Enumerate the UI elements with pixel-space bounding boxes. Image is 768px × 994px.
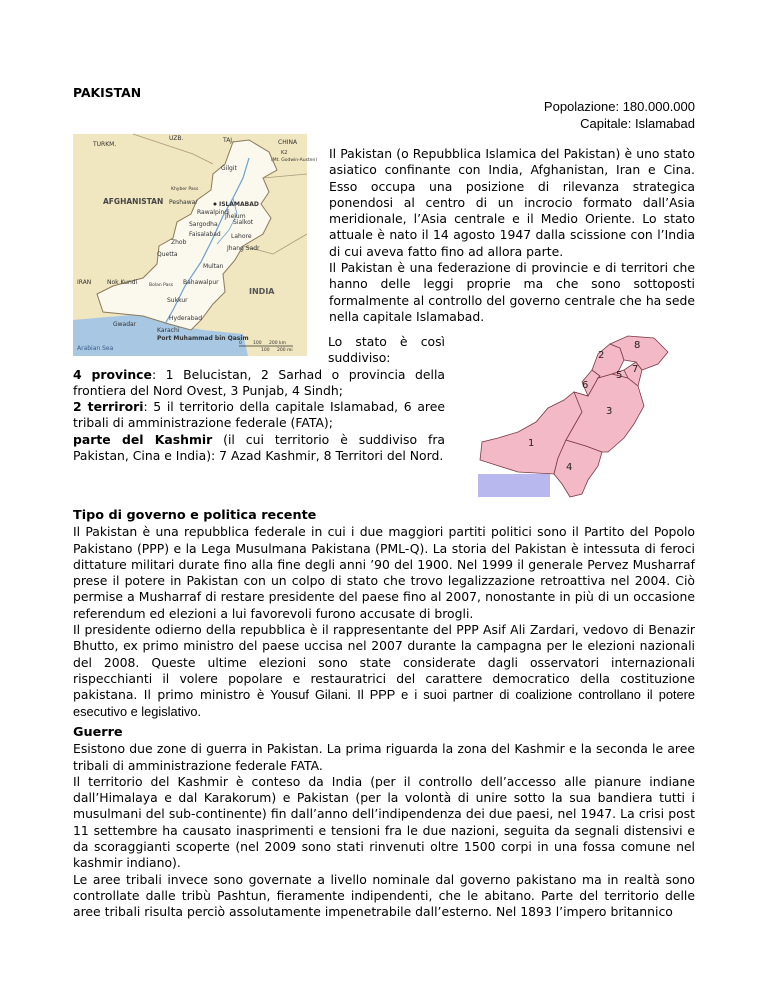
regions-map-graphic: [478, 334, 700, 497]
region-4-label: 4: [566, 462, 573, 473]
provinces-text: : 1 Belucistan, 2 Sarhad o provincia della frontiera del Nord Ovest, 3 Punjab, 4 Sindh;: [73, 366, 445, 398]
map-label-k2: K2: [281, 150, 288, 156]
population-text: Popolazione: 180.000.000: [543, 99, 695, 114]
division-lead-1: Lo stato è così: [328, 334, 445, 349]
pakistan-map: [73, 134, 318, 356]
wars-section: [73, 725, 695, 921]
government-paragraph-2: [73, 622, 695, 720]
map-label-afghanistan: AFGHANISTAN: [103, 197, 164, 206]
kashmir-label: parte del Kashmir: [73, 431, 213, 447]
wars-paragraph-3: Le aree tribali invece sono governate a livello nominale dal governo pakistano ma in realtà sono controllate dalle tribù Pashtun, fieramente indipendenti, che le abitano. Parte del territorio delle aree tribali risulta perciò assolutamente impenetrabile dall’esterno. Nel 1893 l’impero britannico: [73, 871, 695, 920]
city-hyderabad: Hyderabad: [169, 315, 202, 322]
region-3-label: 3: [606, 406, 613, 417]
wars-paragraph-2: Il territorio del Kashmir è conteso da India (per il controllo dell’accesso alle pianure indiane dall’Himalaya e dal Karakorum) e Pakistan (per la volontà di unire sotto la sua bandiera tutti i musulmani del sub-continente) fin dall’anno dell’indipendenza dei due paesi, nel 1947. La crisi post 11 settembre ha causato inasprimenti e tensioni fra le due nazioni, seguita da segnali distensivi e da scoraggianti scoperte (nel 2009 sono stati rinvenuti oltre 1500 corpi in una fossa comune nel kashmir indiano).: [73, 773, 695, 871]
government-paragraph-2-main: Il presidente odierno della repubblica è il rappresentante del PPP Asif Ali Zardari, vedovo di Benazir Bhutto, ex primo ministro del paese uccisa nel 2007 durante la campagna per le elezioni nazionali del 2008. Queste ultime elezioni sono state considerate dagli osservatori internazionali rispecchianti il volere popolare e restauratrici del carattere democratico della costituzione pakistana. Il primo ministro è: [73, 622, 695, 703]
map-label-iran: IRAN: [77, 279, 92, 286]
pakistan-map-graphic: [73, 134, 318, 356]
region-2-label: 2: [598, 350, 605, 361]
city-bolan: Bolan Pass: [149, 283, 174, 288]
intro-text: [329, 146, 695, 325]
map-label-turkm: TURKM.: [93, 141, 117, 148]
city-sargodha: Sargodha: [189, 221, 218, 228]
division-kashmir: [73, 432, 445, 465]
city-port-qasim: Port Muhammad bin Qasim: [157, 335, 249, 342]
city-gilgit: Gilgit: [221, 165, 237, 172]
provinces-label: 4 province: [73, 366, 152, 382]
city-jhelum: Jhelum: [225, 213, 246, 220]
regions-map: [478, 334, 700, 497]
scale-100km: 100: [253, 341, 262, 346]
wars-heading: Guerre: [73, 725, 123, 740]
government-paragraph-1: Il Pakistan è una repubblica federale in cui i due maggiori partiti politici sono il Partito del Popolo Pakistano (PPP) e la Lega Musulmana Pakistana (PML-Q). La storia del Pakistan è intessuta di feroci dittature militari durate fino alla fine degli anni ’90 del 1900. Nel 1999 il generale Pervez Musharraf prese il potere in Pakistan con un colpo di stato che trovo legalizzazione retroattiva nel 2004. Ciò permise a Musharraf di restare presidente del paese fino al 2007, nonostante in più di un occasione referendum ed elezioni a lui favorevoli furono accusate di brogli.: [73, 524, 695, 621]
city-khyber: Khyber Pass: [171, 187, 199, 192]
intro-paragraph-1: Il Pakistan (o Repubblica Islamica del Pakistan) è uno stato asiatico confinante con India, Afghanistan, Iran e Cina. Esso occupa una posizione di rilevanza strategica ponendosi al centro di un incrocio formato dall’Asia meridionale, l’Asia centrale e il Medio Oriente. Lo stato attuale è nato il 14 agosto 1947 dalla scissione con l’India di cui aveva fatto fino ad allora parte.: [329, 146, 695, 259]
territories-label: 2 terrirori: [73, 399, 144, 415]
city-karachi: Karachi: [157, 327, 180, 334]
map-label-sea: Arabian Sea: [77, 345, 114, 352]
scale-100mi: 100: [261, 348, 270, 353]
page-title: PAKISTAN: [73, 85, 142, 100]
division-list: [73, 334, 445, 464]
city-islamabad: ISLAMABAD: [219, 201, 259, 208]
city-peshawar: Peshawar: [169, 199, 198, 206]
map-label-taj: TAJ.: [223, 137, 234, 144]
scale-0: 0: [239, 341, 242, 346]
city-rawalpindi: Rawalpindi: [197, 209, 230, 216]
wars-paragraph-1: Esistono due zone di guerra in Pakistan. La prima riguarda la zona del Kashmir e la seconda le aree tribali di amministrazione federale FATA.: [73, 741, 695, 773]
kashmir-text: (il cui territorio è suddiviso fra Pakistan, Cina e India): 7 Azad Kashmir, 8 Territori del Nord.: [73, 431, 445, 464]
map-label-india: INDIA: [249, 287, 275, 296]
map-label-godwin: (Mt. Godwin-Austen): [271, 158, 318, 163]
scale-200km: 200 km: [269, 341, 287, 346]
capital-text: Capitale: Islamabad: [580, 116, 695, 131]
city-quetta: Quetta: [157, 251, 178, 258]
region-5-label: 5: [616, 370, 623, 381]
region-8-label: 8: [634, 340, 641, 351]
city-nok-kundi: Nok Kundi: [107, 279, 138, 286]
city-multan: Multan: [203, 263, 224, 270]
region-6-label: 6: [582, 380, 589, 391]
city-gwadar: Gwadar: [113, 321, 137, 328]
region-7-label: 7: [632, 364, 639, 375]
government-paragraph-2-end: Yousuf Gilani. Il PPP e i suoi partner di coalizione controllano il potere esecutivo e legislativo.: [73, 687, 695, 719]
government-heading: Tipo di governo e politica recente: [73, 508, 317, 523]
division-lead-2: suddiviso:: [328, 350, 391, 366]
city-bahawalpur: Bahawalpur: [183, 279, 219, 286]
city-zhob: Zhob: [171, 239, 187, 246]
city-faisalabad: Faisalabad: [189, 231, 221, 238]
map-label-uzb: UZB.: [169, 135, 184, 142]
city-lahore: Lahore: [231, 233, 252, 240]
territories-text: : 5 il territorio della capitale Islamabad, 6 aree tribali di amministrazione federale (FATA);: [73, 399, 445, 431]
city-sialkot: Sialkot: [233, 219, 254, 226]
government-section: [73, 508, 695, 720]
division-provinces: [73, 367, 445, 400]
city-sukkur: Sukkur: [167, 297, 188, 304]
scale-200mi: 200 mi: [277, 348, 293, 353]
map-label-china: CHINA: [278, 139, 298, 146]
division-territories: [73, 399, 445, 432]
intro-paragraph-2: Il Pakistan è una federazione di provincie e di territori che hanno delle leggi proprie ma che sono sottoposti formalmente al controllo del governo centrale che ha sede nella capitale Islamabad.: [329, 260, 695, 324]
region-1-label: 1: [528, 438, 535, 449]
city-jhang: Jhang Sadr: [227, 245, 260, 252]
